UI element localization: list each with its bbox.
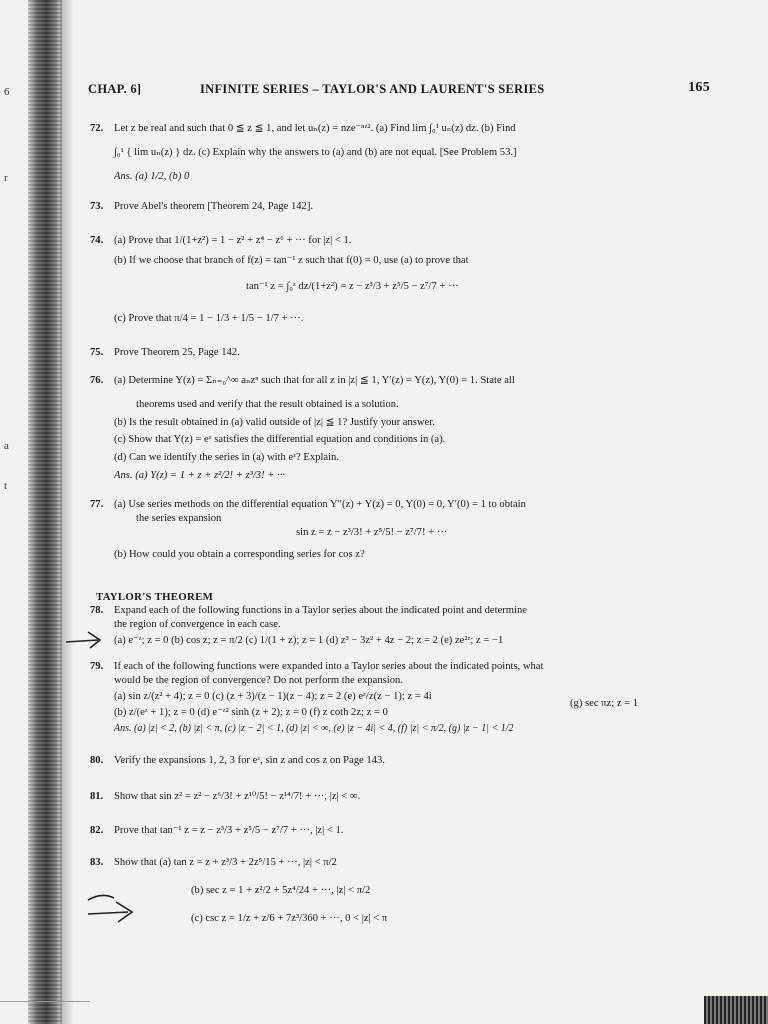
equation: sin z = z − z³/3! + z⁵/5! − z⁷/7! + ··· (296, 527, 448, 538)
answer-text: Ans. (a) Y(z) = 1 + z + z²/2! + z³/3! + ··· (114, 470, 285, 481)
problem-text: Prove Abel's theorem [Theorem 24, Page 142]. (114, 201, 314, 212)
problem-number: 80. (90, 755, 104, 766)
answer-text: Ans. (a) |z| < 2, (b) |z| < π, (c) |z − 2| < 1, (d) |z| < ∞, (e) |z − 4i| < 4, (f) |z| < π/2, (g) |z − 1| < 1/2 (114, 723, 514, 734)
problem-75 (90, 346, 656, 362)
problem-number: 72. (90, 123, 104, 134)
problem-text: (c) Show that Y(z) = eᶻ satisfies the differential equation and conditions in (a). (114, 434, 446, 445)
problem-text: (b) Is the result obtained in (a) valid outside of |z| ≦ 1? Justify your answer. (114, 417, 435, 428)
chapter-label: CHAP. 6] (88, 82, 142, 96)
problem-73 (90, 200, 656, 216)
problem-text: (a) Determine Y(z) = Σₙ₌₀^∞ aₙzⁿ such that for all z in |z| ≦ 1, Y′(z) = Y(z), Y(0) = 1. State all (114, 375, 515, 386)
problem-number: 76. (90, 375, 104, 386)
handwritten-arrow (64, 628, 104, 652)
problem-number: 82. (90, 825, 104, 836)
margin-mark: a (4, 440, 9, 452)
problem-text: Show that (a) tan z = z + z³/3 + 2z⁵/15 + ···, |z| < π/2 (114, 857, 337, 868)
problem-text: theorems used and verify that the result obtained is a solution. (136, 399, 399, 410)
problem-text: (a) Use series methods on the differential equation Y″(z) + Y(z) = 0, Y(0) = 0, Y′(0) = 1 to obtain (114, 499, 526, 510)
problem-83 (90, 856, 656, 936)
problem-text: the region of convergence in each case. (114, 619, 281, 630)
handwritten-arrow (84, 890, 144, 930)
problem-81 (90, 790, 656, 806)
gutter-shadow (60, 0, 74, 1024)
problem-74 (90, 234, 656, 334)
problem-number: 79. (90, 661, 104, 672)
problem-number: 81. (90, 791, 104, 802)
problem-text: Prove that tan⁻¹ z = z − z³/3 + z⁵/5 − z⁷/7 + ···, |z| < 1. (114, 825, 344, 836)
problem-number: 77. (90, 499, 104, 510)
section-heading: TAYLOR'S THEOREM (96, 591, 214, 603)
problem-text: (g) sec πz; z = 1 (570, 698, 639, 709)
problem-79 (90, 660, 656, 740)
problem-text: (c) csc z = 1/z + z/6 + 7z³/360 + ···, 0 < |z| < π (191, 913, 388, 924)
equation: tan⁻¹ z = ∫₀ᶻ dz/(1+z²) = z − z³/3 + z⁵/5 − z⁷/7 + ··· (246, 281, 459, 292)
problem-text: (c) Prove that π/4 = 1 − 1/3 + 1/5 − 1/7 + ···. (114, 313, 304, 324)
problem-text: (a) Prove that 1/(1+z²) = 1 − z² + z⁴ − z⁶ + ··· for |z| < 1. (114, 235, 352, 246)
problem-number: 83. (90, 857, 104, 868)
margin-mark: t (4, 480, 8, 492)
scan-corner-artifact (704, 996, 768, 1024)
problem-text: (a) e⁻ᶻ; z = 0 (b) cos z; z = π/2 (c) 1/(1 + z); z = 1 (d) z³ − 3z² + 4z − 2; z = 2 (e) ze²ᶻ; z = −1 (114, 635, 504, 646)
problem-text: the series expansion (136, 513, 222, 524)
problem-number: 73. (90, 201, 104, 212)
problem-number: 75. (90, 347, 104, 358)
problem-text: (a) sin z/(z² + 4); z = 0 (c) (z + 3)/(z − 1)(z − 4); z = 2 (e) eᶻ/z(z − 1); z = 4i (114, 691, 432, 702)
problem-text: Let z be real and such that 0 ≦ z ≦ 1, and let uₙ(z) = nze⁻ⁿᶻ². (a) Find lim ∫₀¹ uₙ(z) dz. (b) Find (114, 123, 516, 134)
problem-text: (b) z/(eᶻ + 1); z = 0 (d) e⁻ᶻ² sinh (z + 2); z = 0 (f) z coth 2z; z = 0 (114, 707, 388, 718)
page-number: 165 (688, 80, 710, 95)
scan-edge-line (0, 1001, 90, 1002)
problem-78 (90, 604, 656, 652)
problem-text: (b) sec z = 1 + z²/2 + 5z⁴/24 + ···, |z| < π/2 (191, 885, 371, 896)
problem-number: 74. (90, 235, 104, 246)
problem-80 (90, 754, 656, 770)
problem-text: Verify the expansions 1, 2, 3 for eᶻ, sin z and cos z on Page 143. (114, 755, 385, 766)
problem-72 (90, 122, 656, 192)
problem-77 (90, 498, 656, 564)
book-spine-shadow (28, 0, 62, 1024)
problem-text: (b) If we choose that branch of f(z) = tan⁻¹ z such that f(0) = 0, use (a) to prove that (114, 255, 469, 266)
problem-text: (d) Can we identify the series in (a) with eᶻ? Explain. (114, 452, 340, 463)
running-title: INFINITE SERIES – TAYLOR'S AND LAURENT'S SERIES (200, 82, 545, 96)
page-header (88, 82, 710, 102)
problem-text: would be the region of convergence? Do not perform the expansion. (114, 675, 403, 686)
margin-mark: 6 (4, 86, 10, 98)
problem-text: Expand each of the following functions in a Taylor series about the indicated point and determine (114, 605, 527, 616)
problem-number: 78. (90, 605, 104, 616)
answer-text: Ans. (a) 1/2, (b) 0 (114, 171, 190, 182)
problem-82 (90, 824, 656, 840)
problem-text: ∫₀¹ { lim uₙ(z) } dz. (c) Explain why the answers to (a) and (b) are not equal. [See Problem 53.] (114, 147, 517, 158)
problem-text: Prove Theorem 25, Page 142. (114, 347, 240, 358)
margin-mark: r (4, 172, 8, 184)
problem-text: Show that sin z² = z² − z⁶/3! + z¹⁰/5! − z¹⁴/7! + ···, |z| < ∞. (114, 791, 361, 802)
problem-76 (90, 374, 656, 486)
problem-text: (b) How could you obtain a corresponding series for cos z? (114, 549, 365, 560)
problem-text: If each of the following functions were expanded into a Taylor series about the indicated points, what (114, 661, 544, 672)
